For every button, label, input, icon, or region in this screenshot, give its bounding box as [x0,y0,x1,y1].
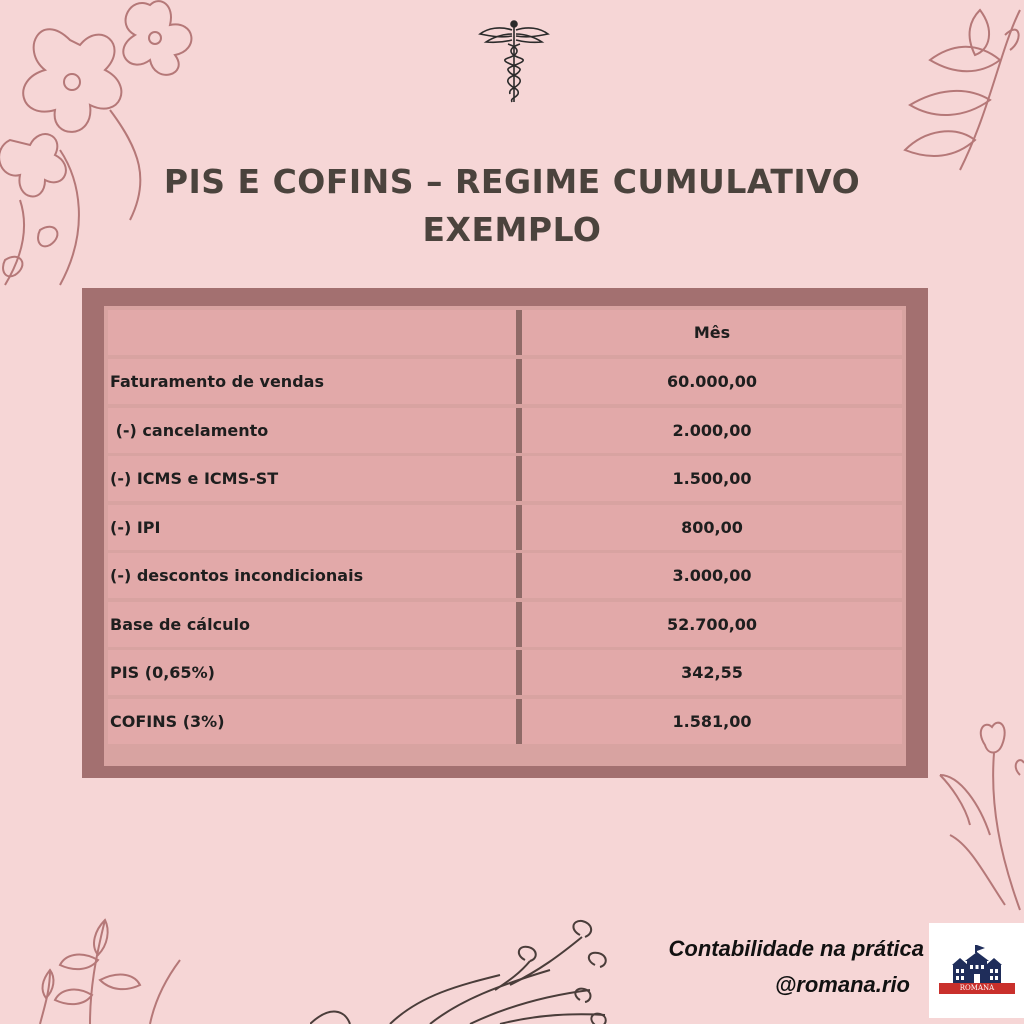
row-value: 1.581,00 [522,699,902,744]
footer-handle: @romana.rio [774,972,910,997]
table-row [108,359,902,404]
table-row [108,456,902,501]
row-label: (-) descontos incondicionais [108,553,516,598]
header-month-cell: Mês [522,310,902,355]
table-row [108,699,902,744]
row-label: (-) ICMS e ICMS-ST [108,456,516,501]
row-value: 1.500,00 [522,456,902,501]
table-row [108,650,902,695]
table-header-row [108,310,902,355]
row-value: 2.000,00 [522,408,902,453]
table-row [108,408,902,453]
header-label-cell [108,310,516,355]
title-line-1: PIS E COFINS – REGIME CUMULATIVO [163,162,861,201]
row-value: 52.700,00 [522,602,902,647]
floral-decoration-bottom-center [310,915,620,1024]
row-label: (-) cancelamento [108,408,516,453]
row-value: 342,55 [522,650,902,695]
row-value: 800,00 [522,505,902,550]
logo-wordmark: ROMANA [939,983,1015,994]
floral-decoration-bottom-right [930,715,1024,915]
footer-tagline: Contabilidade na prática [668,936,924,961]
row-label: Faturamento de vendas [108,359,516,404]
table-row [108,505,902,550]
calculation-table [82,288,928,778]
table-row [108,553,902,598]
row-label: (-) IPI [108,505,516,550]
brand-logo [929,923,1024,1018]
table-body [104,306,906,766]
row-label: PIS (0,65%) [108,650,516,695]
floral-decoration-bottom-left [20,910,190,1024]
table-row [108,602,902,647]
row-value: 60.000,00 [522,359,902,404]
row-label: Base de cálculo [108,602,516,647]
row-label: COFINS (3%) [108,699,516,744]
title-line-2: EXEMPLO [422,210,602,249]
caduceus-icon [478,18,550,106]
row-value: 3.000,00 [522,553,902,598]
building-icon [951,945,1003,985]
